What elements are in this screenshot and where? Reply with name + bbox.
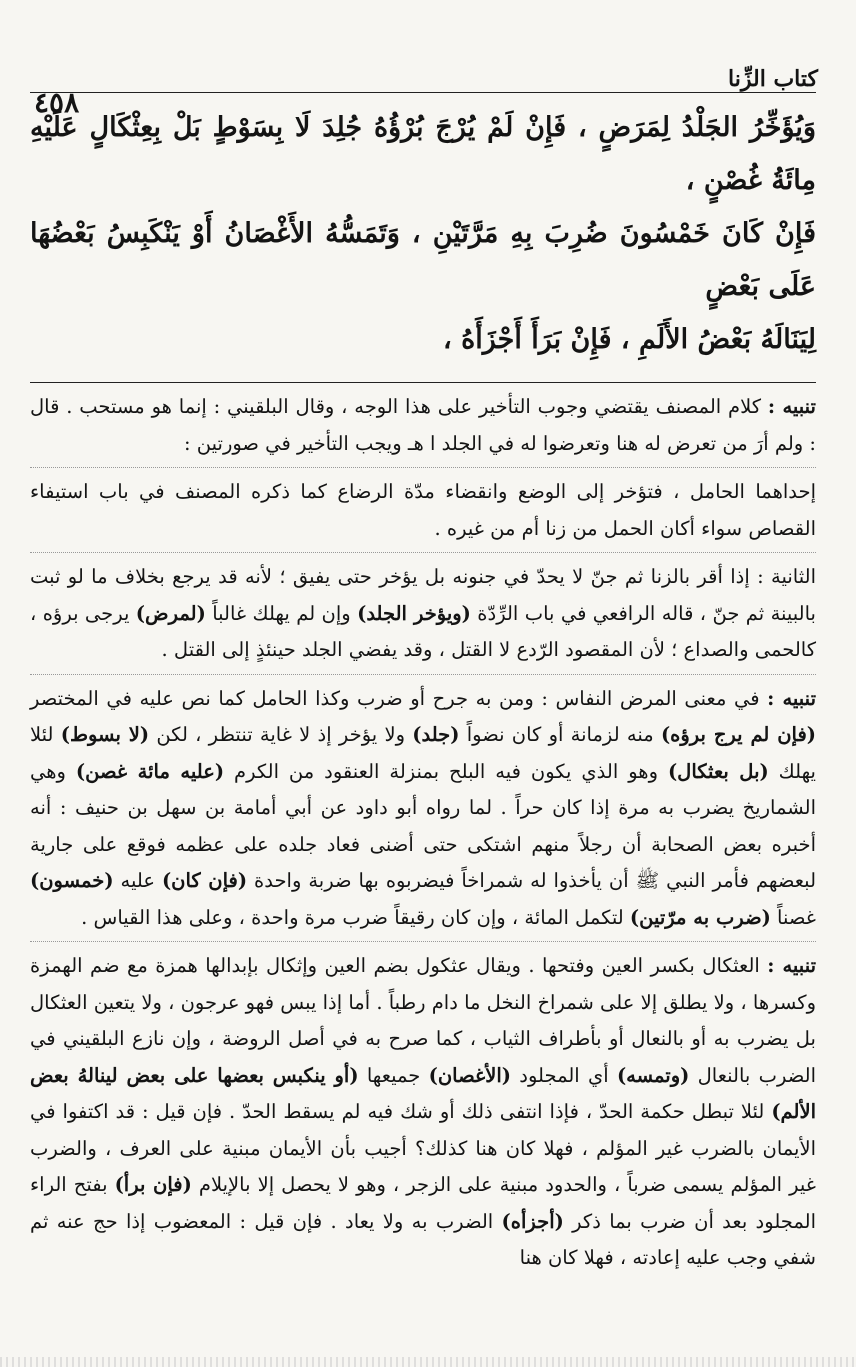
- paragraph-text: وهي الشماريخ يضرب به مرة إذا كان حراً . لما رواه أبو داود عن أبي أمامة بن سهل بن حنيف : أنه أخبره بعض الصحابة أن رجلاً منهم اشتكى حتى أضنى فعاد جلده على عظمه فوقع على جارية لبعضهم فأمر النبي ﷺ أن يأخذوا له شمراخاً فيضربوه بها ضربة واحدة: [30, 759, 817, 892]
- paragraph-text: يرجى برؤه ، كالحمى والصداع ؛ لأن المقصود الرّدع لا القتل ، وقد يفضي الجلد حينئذٍ إلى القتل .: [30, 601, 816, 661]
- paragraph-text: أي المجلود: [511, 1063, 617, 1087]
- commentary-paragraph: [30, 383, 816, 462]
- matn-quote: (عليه مائة غصن): [75, 759, 225, 783]
- paragraph-text: بفتح الراء المجلود بعد أن ضرب بما ذكر: [30, 1173, 816, 1233]
- paragraph-text: وإن لم يهلك غالباً: [205, 601, 358, 625]
- paragraph-text: كلام المصنف يقتضي وجوب التأخير على هذا الوجه ، وقال البلقيني : إنما هو مستحب . قال : ولم أرَ من تعرض له هنا وتعرضوا له في الجلد ا هـ ويجب التأخير في صورتين :: [30, 395, 816, 455]
- commentary: [30, 383, 816, 1277]
- tanbih-label: تنبيه :: [767, 395, 816, 418]
- matn-text: [30, 101, 816, 366]
- paragraph-text: لئلا تبطل حكمة الحدّ ، فإذا انتفى ذلك أو شك فيه لم يسقط الحدّ . فإن قيل : قد اكتفوا في الأيمان بالضرب غير المؤلم ، فهلا كان هنا كذلك؟ أجيب بأن الأيمان مبنية على العرف ، والضرب غير المؤلم يسمى ضرباً ، والحدود مبنية على الزجر ، وهو لا يحصل إلا بالإيلام: [30, 1100, 816, 1196]
- matn-quote: (خمسون): [30, 869, 114, 892]
- tanbih-label: تنبيه :: [767, 954, 817, 977]
- commentary-paragraph: [30, 674, 816, 937]
- commentary-paragraph: [30, 941, 816, 1277]
- paragraph-text: غصناً: [770, 905, 816, 929]
- matn-quote: (فإن كان): [161, 869, 248, 892]
- matn-line: وَيُؤَخِّرُ الجَلْدُ لِمَرَضٍ ، فَإِنْ لَمْ يُرْجَ بُرْؤُهُ جُلِدَ لَا بِسَوْطٍ بَلْ بِعِثْكَالٍ عَلَيْهِ مِائَةُ غُصْنٍ ،: [30, 112, 816, 196]
- matn-quote: (بل بعثكال): [667, 759, 769, 783]
- scan-edge-noise: [0, 1357, 856, 1367]
- book-page: [30, 52, 816, 1349]
- matn-quote: (وتمسه): [616, 1063, 690, 1087]
- paragraph-text: لتكمل المائة ، وإن كان رقيقاً ضرب مرة واحدة ، وعلى هذا القياس .: [81, 905, 630, 929]
- matn-quote: (فإن لم يرج برؤه): [660, 723, 817, 746]
- matn-quote: (ضرب به مرّتين): [629, 905, 771, 929]
- commentary-paragraph: [30, 552, 816, 669]
- matn-quote: (لمرض): [135, 601, 206, 625]
- matn-line: فَإِنْ كَانَ خَمْسُونَ ضُرِبَ بِهِ مَرَّتَيْنِ ، وَتَمَسُّهُ الأَغْصَانُ أَوْ يَنْكَبِسُ بَعْضُهَا عَلَى بَعْضٍ: [30, 218, 816, 302]
- paragraph-text: العثكال بكسر العين وفتحها . ويقال عثكول بضم العين وإثكال بإبدالها همزة مع ضم الهمزة وكسرها ، ولا يطلق إلا على شمراخ النخل ما دام رطباً . أما إذا يبس فهو عرجون ، ولا يتعين العثكال بل يضرب به أو بالنعال أو بأطراف الثياب ، كما صرح به في أصل الروضة ، وإن نازع البلقيني في الضرب بالنعال: [30, 954, 816, 1087]
- matn-quote: (أجزأه): [501, 1209, 564, 1233]
- paragraph-text: في معنى المرض النفاس : ومن به جرح أو ضرب وكذا الحامل كما نص عليه في المختصر: [30, 686, 768, 710]
- matn-quote: (فإن برأ): [114, 1173, 192, 1196]
- matn-quote: (جلد): [412, 723, 460, 746]
- paragraph-text: لئلا يهلك: [30, 723, 816, 783]
- commentary-paragraph: [30, 467, 816, 547]
- paragraph-text: الضرب به ولا يعاد . فإن قيل : المعضوب إذا حج عنه ثم شفي وجب عليه إعادته ، فهلا كان هنا: [30, 1209, 816, 1269]
- paragraph-text: الثانية : إذا أقر بالزنا ثم جنّ لا يحدّ في جنونه بل يؤخر حتى يفيق ؛ لأنه قد يرجع بخلاف ما لو ثبت بالبينة ثم جنّ ، قاله الرافعي في باب الرِّدّة: [30, 565, 816, 625]
- matn-quote: (أو ينكبس بعضها على بعض لينالهُ بعض الألم): [30, 1063, 816, 1123]
- paragraph-text: عليه: [113, 869, 162, 892]
- tanbih-label: تنبيه :: [767, 686, 816, 710]
- paragraph-text: جميعها: [358, 1063, 429, 1087]
- matn-quote: (ويؤخر الجلد): [357, 601, 471, 625]
- matn-line: لِيَنَالَهُ بَعْضُ الأَلَمِ ، فَإِنْ بَرَأَ أَجْزَأَهُ ،: [442, 324, 816, 355]
- paragraph-text: إحداهما الحامل ، فتؤخر إلى الوضع وانقضاء مدّة الرضاع كما ذكره المصنف في باب استيفاء القصاص سواء أكان الحمل من زنا أم من غيره .: [30, 480, 816, 540]
- page-number: ٤٥٨: [34, 86, 80, 119]
- page-header: [30, 52, 818, 119]
- paragraph-text: ولا يؤخر إذ لا غاية تنتظر ، لكن: [149, 723, 413, 746]
- matn-quote: (لا بسوط): [60, 723, 150, 746]
- paragraph-text: منه لزمانة أو كان نضواً: [459, 723, 661, 746]
- running-title: كتاب الزِّنا: [728, 66, 818, 92]
- matn-quote: (الأغصان): [428, 1063, 512, 1087]
- paragraph-text: وهو الذي يكون فيه البلح بمنزلة العنقود من الكرم: [224, 759, 668, 783]
